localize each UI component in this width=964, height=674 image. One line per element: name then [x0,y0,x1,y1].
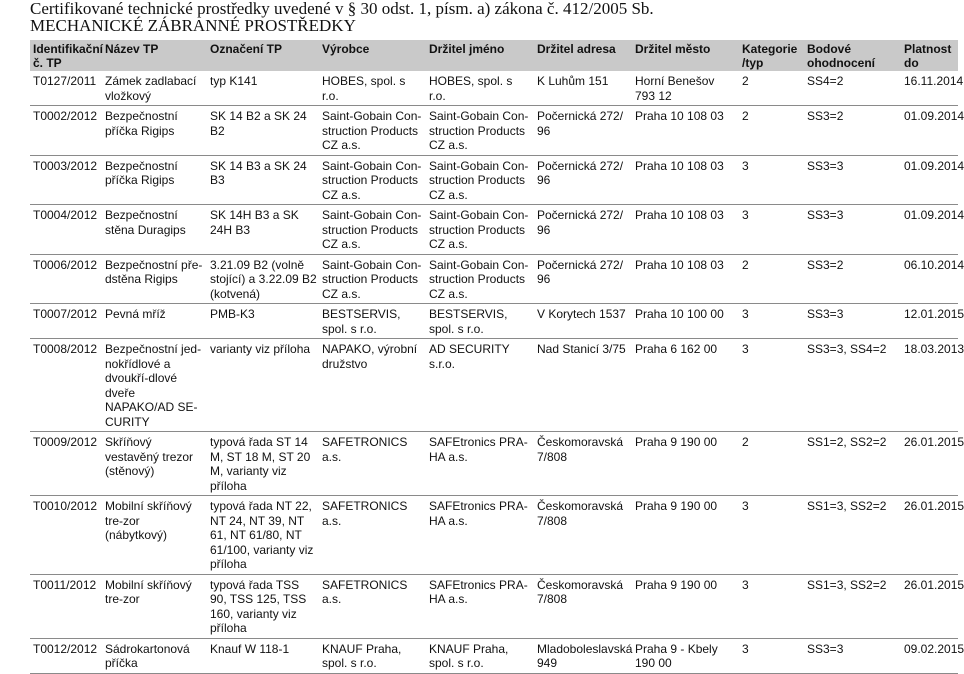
cell-rating: SS1=3, SS2=2 [804,574,901,638]
cell-category: 3 [739,638,804,673]
cell-category: 3 [739,574,804,638]
header-holder-city: Držitel město [632,40,739,71]
cell-id: T0127/2011 [30,71,102,106]
cell-id: T0008/2012 [30,339,102,432]
cell-manufacturer: SAFETRONICS a.s. [319,574,426,638]
cell-holder-city: Praha 10 108 03 [632,205,739,255]
cell-rating: SS1=2, SS2=2 [804,432,901,496]
cell-name: Pevná mříž [102,304,207,339]
cell-holder-name: KNAUF Praha, spol. s r.o. [426,638,534,673]
cell-name: Bezpečnostní příčka Rigips [102,155,207,205]
cell-manufacturer: NAPAKO, výrobní družstvo [319,339,426,432]
cell-holder-name: HOBES, spol. s r.o. [426,71,534,106]
cell-holder-address: Mladoboleslavská 949 [534,638,632,673]
header-holder-address: Držitel adresa [534,40,632,71]
cell-designation: varianty viz příloha [207,339,319,432]
certified-devices-table [30,40,964,674]
table-header-row [30,40,958,71]
cell-rating: SS3=2 [804,254,901,304]
cell-holder-city: Praha 10 108 03 [632,254,739,304]
cell-validity: 26.01.2015 [901,496,958,575]
cell-category: 3 [739,496,804,575]
cell-id: T0011/2012 [30,574,102,638]
cell-holder-name: Saint-Gobain Con-struction Products CZ a.s. [426,205,534,255]
cell-holder-name: Saint-Gobain Con-struction Products CZ a.s. [426,254,534,304]
table-row [30,339,958,432]
cell-holder-address: Počernická 272/ 96 [534,205,632,255]
cell-holder-address: Českomoravská 7/808 [534,574,632,638]
cell-manufacturer: Saint-Gobain Con-struction Products CZ a.s. [319,205,426,255]
cell-rating: SS3=3 [804,155,901,205]
title-line-2: MECHANICKÉ ZÁBRANNÉ PROSTŘEDKY [30,16,356,35]
cell-rating: SS4=2 [804,71,901,106]
table-row [30,205,958,255]
cell-rating: SS3=3, SS4=2 [804,339,901,432]
cell-holder-name: Saint-Gobain Con-struction Products CZ a.s. [426,106,534,156]
table-row [30,106,958,156]
cell-holder-name: BESTSERVIS, spol. s r.o. [426,304,534,339]
header-category: Kategorie /typ [739,40,804,71]
cell-validity: 12.01.2015 [901,304,958,339]
cell-category: 2 [739,106,804,156]
cell-holder-address: K Luhům 151 [534,71,632,106]
cell-designation: PMB-K3 [207,304,319,339]
header-id: Identifikační č. TP [30,40,102,71]
header-name: Název TP [102,40,207,71]
cell-category: 3 [739,339,804,432]
cell-holder-name: AD SECURITY s.r.o. [426,339,534,432]
cell-validity: 01.09.2014 [901,205,958,255]
cell-category: 2 [739,432,804,496]
cell-id: T0006/2012 [30,254,102,304]
cell-holder-name: Saint-Gobain Con-struction Products CZ a.s. [426,155,534,205]
cell-validity: 26.01.2015 [901,432,958,496]
header-rating: Bodové ohodnocení [804,40,901,71]
table-row [30,71,958,106]
table-row [30,432,958,496]
cell-manufacturer: Saint-Gobain Con-struction Products CZ a.s. [319,106,426,156]
cell-name: Skříňový vestavěný trezor (stěnový) [102,432,207,496]
cell-holder-city: Praha 10 108 03 [632,155,739,205]
title-line-1: Certifikované technické prostředky uvedené v § 30 odst. 1, písm. a) zákona č. 412/2005 Sb. [30,0,654,18]
cell-category: 2 [739,254,804,304]
cell-manufacturer: Saint-Gobain Con-struction Products CZ a.s. [319,254,426,304]
cell-validity: 18.03.2013 [901,339,958,432]
cell-holder-city: Praha 9 190 00 [632,574,739,638]
header-validity: Platnost do [901,40,958,71]
cell-id: T0012/2012 [30,638,102,673]
cell-designation: typ K141 [207,71,319,106]
cell-category: 3 [739,304,804,339]
cell-manufacturer: SAFETRONICS a.s. [319,432,426,496]
cell-holder-name: SAFEtronics PRA-HA a.s. [426,496,534,575]
cell-rating: SS3=3 [804,304,901,339]
cell-validity: 06.10.2014 [901,254,958,304]
cell-validity: 01.09.2014 [901,106,958,156]
table-row [30,155,958,205]
cell-validity: 16.11.2014 [901,71,958,106]
cell-manufacturer: Saint-Gobain Con-struction Products CZ a.s. [319,155,426,205]
cell-rating: SS3=3 [804,638,901,673]
cell-validity: 26.01.2015 [901,574,958,638]
cell-name: Mobilní skříňový tre-zor [102,574,207,638]
cell-holder-city: Horní Benešov 793 12 [632,71,739,106]
cell-name: Bezpečnostní jed-nokřídlové a dvoukří-dlové dveře NAPAKO/AD SE-CURITY [102,339,207,432]
document-title [30,0,654,34]
cell-holder-name: SAFEtronics PRA-HA a.s. [426,574,534,638]
cell-holder-city: Praha 9 - Kbely 190 00 [632,638,739,673]
cell-holder-address: Počernická 272/ 96 [534,254,632,304]
cell-holder-address: Počernická 272/ 96 [534,106,632,156]
cell-id: T0007/2012 [30,304,102,339]
cell-rating: SS1=3, SS2=2 [804,496,901,575]
cell-id: T0002/2012 [30,106,102,156]
cell-holder-address: Počernická 272/ 96 [534,155,632,205]
cell-designation: typová řada TSS 90, TSS 125, TSS 160, varianty viz příloha [207,574,319,638]
cell-designation: typová řada NT 22, NT 24, NT 39, NT 61, NT 61/80, NT 61/100, varianty viz příloha [207,496,319,575]
cell-category: 3 [739,155,804,205]
cell-holder-name: SAFEtronics PRA-HA a.s. [426,432,534,496]
cell-designation: SK 14H B3 a SK 24H B3 [207,205,319,255]
cell-name: Bezpečnostní stěna Duragips [102,205,207,255]
cell-category: 2 [739,71,804,106]
cell-holder-address: Nad Stanicí 3/75 [534,339,632,432]
cell-rating: SS3=3 [804,205,901,255]
cell-rating: SS3=2 [804,106,901,156]
cell-name: Mobilní skříňový tre-zor (nábytkový) [102,496,207,575]
cell-holder-city: Praha 10 108 03 [632,106,739,156]
cell-holder-address: Českomoravská 7/808 [534,496,632,575]
cell-name: Bezpečnostní příčka Rigips [102,106,207,156]
cell-designation: 3.21.09 B2 (volně stojící) a 3.22.09 B2 (kotvená) [207,254,319,304]
cell-category: 3 [739,205,804,255]
cell-designation: SK 14 B2 a SK 24 B2 [207,106,319,156]
header-manufacturer: Výrobce [319,40,426,71]
header-designation: Označení TP [207,40,319,71]
cell-id: T0004/2012 [30,205,102,255]
cell-name: Bezpečnostní pře-dstěna Rigips [102,254,207,304]
table-row [30,304,958,339]
cell-holder-city: Praha 6 162 00 [632,339,739,432]
cell-designation: typová řada ST 14 M, ST 18 M, ST 20 M, varianty viz příloha [207,432,319,496]
cell-holder-address: Českomoravská 7/808 [534,432,632,496]
cell-manufacturer: BESTSERVIS, spol. s r.o. [319,304,426,339]
cell-id: T0010/2012 [30,496,102,575]
cell-id: T0003/2012 [30,155,102,205]
cell-manufacturer: KNAUF Praha, spol. s r.o. [319,638,426,673]
cell-id: T0009/2012 [30,432,102,496]
cell-designation: SK 14 B3 a SK 24 B3 [207,155,319,205]
cell-validity: 09.02.2015 [901,638,958,673]
cell-manufacturer: HOBES, spol. s r.o. [319,71,426,106]
cell-holder-address: V Korytech 1537 [534,304,632,339]
cell-holder-city: Praha 9 190 00 [632,432,739,496]
table-row [30,574,958,638]
cell-holder-city: Praha 9 190 00 [632,496,739,575]
cell-name: Sádrokartonová příčka [102,638,207,673]
cell-validity: 01.09.2014 [901,155,958,205]
table-row [30,254,958,304]
cell-designation: Knauf W 118-1 [207,638,319,673]
header-holder-name: Držitel jméno [426,40,534,71]
cell-holder-city: Praha 10 100 00 [632,304,739,339]
table-row [30,638,958,673]
table-row [30,496,958,575]
cell-name: Zámek zadlabací vložkový [102,71,207,106]
cell-manufacturer: SAFETRONICS a.s. [319,496,426,575]
